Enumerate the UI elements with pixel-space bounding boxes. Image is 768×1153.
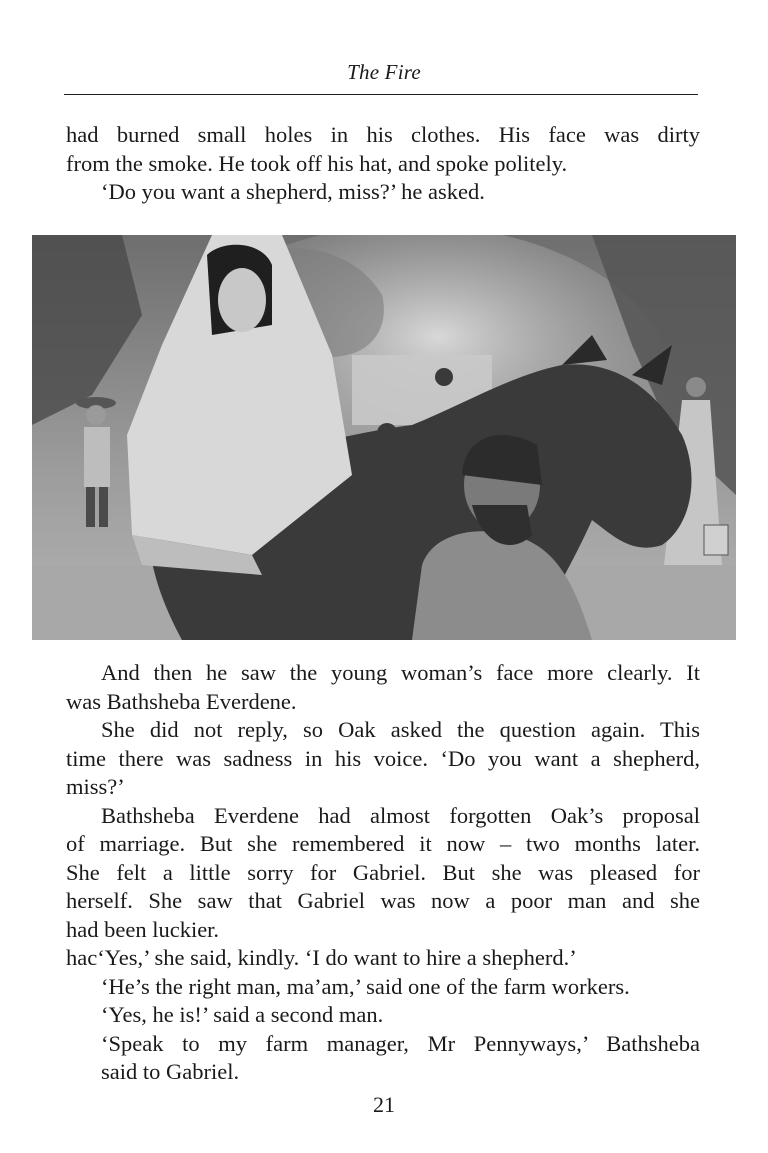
text-line: ‘Yes, he is!’ said a second man. xyxy=(101,1002,384,1027)
text-line: She felt a little sorry for Gabriel. But she was pleased for xyxy=(66,859,700,885)
text-line: Bathsheba Everdene had almost forgotten Oak’s proposal xyxy=(101,802,700,828)
text-line: had burned small holes in his clothes. His face was dirty xyxy=(66,122,700,147)
text-line: And then he saw the young woman’s face more clearly. It xyxy=(101,660,700,685)
text-line: miss?’ xyxy=(66,774,125,799)
text-line: ‘He’s the right man, ma’am,’ said one of the farm workers. xyxy=(101,973,630,999)
text-line: hac‘Yes,’ she said, kindly. ‘I do want to hire a shepherd.’ xyxy=(66,945,577,970)
text-line: ‘Do you want a shepherd, miss?’ he asked. xyxy=(101,179,485,204)
bottom-paragraphs xyxy=(66,659,700,1087)
top-paragraph xyxy=(66,121,700,207)
text-line: said to Gabriel. xyxy=(101,1059,240,1084)
text-line: had been luckier. xyxy=(66,916,220,942)
page-number: 21 xyxy=(373,1092,395,1117)
text-line: time there was sadness in his voice. ‘Do you want a shepherd, xyxy=(66,745,700,771)
text-line: She did not reply, so Oak asked the question again. This xyxy=(101,717,700,742)
text-line: herself. She saw that Gabriel was now a poor man and she xyxy=(66,888,700,913)
text-line: was Bathsheba Everdene. xyxy=(66,688,297,714)
story-illustration xyxy=(32,235,736,640)
illustration-drawing xyxy=(32,235,736,640)
text-line: ‘Speak to my farm manager, Mr Pennyways,’ Bathsheba xyxy=(101,1030,700,1056)
text-line: of marriage. But she remembered it now – two months later. xyxy=(66,831,700,856)
text-line: from the smoke. He took off his hat, and spoke politely. xyxy=(66,150,568,176)
running-header-title: The Fire xyxy=(347,60,421,84)
header-divider xyxy=(64,94,698,95)
